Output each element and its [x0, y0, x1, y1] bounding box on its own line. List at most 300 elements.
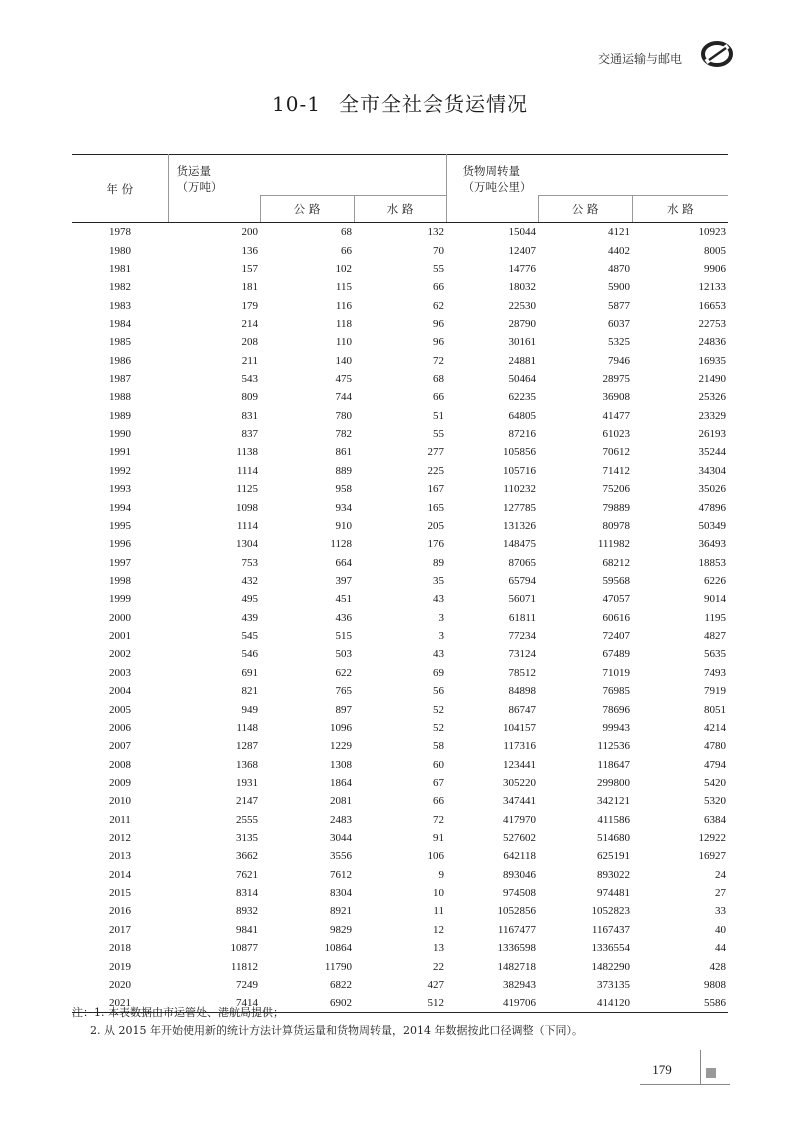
value-cell: 831 [241, 409, 258, 422]
value-cell: 2555 [236, 813, 258, 826]
value-cell: 1125 [236, 483, 258, 496]
header-volume-water: 水 路 [354, 196, 446, 223]
value-cell: 382943 [503, 978, 537, 991]
value-cell: 66 [433, 391, 445, 404]
value-cell: 4402 [608, 244, 631, 257]
value-cell: 8005 [704, 244, 727, 257]
table-row [72, 755, 728, 773]
value-cell: 744 [335, 391, 352, 404]
year-cell: 2005 [109, 703, 131, 716]
value-cell: 59568 [602, 575, 631, 587]
value-cell: 546 [241, 648, 258, 661]
note-1: 注：1. 本表数据由市运管处、港航局提供； [72, 1006, 284, 1019]
value-cell: 66 [433, 281, 445, 294]
table-row [72, 847, 728, 865]
value-cell: 52 [433, 703, 445, 716]
value-cell: 837 [241, 428, 258, 441]
value-cell: 110232 [503, 483, 537, 496]
value-cell: 50464 [508, 373, 537, 386]
value-cell: 55 [433, 428, 445, 441]
value-cell: 2483 [330, 813, 352, 826]
value-cell: 515 [335, 630, 352, 643]
value-cell: 6902 [260, 994, 354, 1013]
year-cell: 1982 [109, 281, 131, 294]
value-cell: 5877 [608, 299, 631, 312]
year-cell: 2014 [109, 868, 131, 881]
year-cell: 1993 [109, 483, 131, 496]
value-cell: 10923 [698, 226, 727, 239]
value-cell: 13 [433, 942, 445, 955]
freight-table [72, 154, 728, 1013]
table-body [72, 223, 728, 1013]
value-cell: 1195 [704, 611, 727, 624]
value-cell: 60 [433, 758, 445, 771]
value-cell: 136 [241, 244, 258, 257]
value-cell: 10864 [324, 942, 352, 955]
value-cell: 3044 [330, 832, 352, 845]
value-cell: 7612 [330, 868, 352, 881]
year-cell: 1978 [109, 226, 131, 239]
value-cell: 91 [433, 832, 445, 845]
value-cell: 664 [335, 556, 352, 569]
value-cell: 167 [427, 483, 445, 496]
value-cell: 62235 [508, 391, 537, 404]
value-cell: 35 [433, 575, 445, 587]
value-cell: 47896 [698, 501, 727, 514]
value-cell: 4827 [704, 630, 727, 643]
value-cell: 299800 [597, 776, 631, 789]
value-cell: 861 [335, 446, 352, 459]
table-row [72, 627, 728, 645]
year-cell: 1999 [109, 593, 131, 606]
value-cell: 765 [335, 685, 352, 698]
value-cell: 12407 [508, 244, 537, 257]
table-notes [72, 1004, 752, 1040]
value-cell: 118647 [597, 758, 631, 771]
table-row [72, 774, 728, 792]
year-cell: 1997 [109, 556, 131, 569]
value-cell: 72 [433, 813, 445, 826]
table-row [72, 278, 728, 296]
table-title: 全市全社会货运情况 [338, 92, 528, 116]
value-cell: 5320 [704, 795, 727, 808]
value-cell: 1864 [330, 776, 352, 789]
value-cell: 934 [335, 501, 352, 514]
value-cell: 118 [335, 317, 352, 330]
table-row [72, 976, 728, 994]
value-cell: 77234 [508, 630, 537, 643]
value-cell: 439 [241, 611, 258, 624]
value-cell: 102 [335, 262, 352, 275]
value-cell: 9841 [236, 923, 258, 936]
value-cell: 131326 [503, 519, 537, 532]
value-cell: 70 [433, 244, 445, 257]
value-cell: 7493 [704, 666, 727, 679]
value-cell: 897 [335, 703, 352, 716]
value-cell: 451 [335, 593, 352, 606]
value-cell: 69 [433, 666, 445, 679]
table-row [72, 645, 728, 663]
table-row [72, 682, 728, 700]
value-cell: 61023 [602, 428, 631, 441]
header-turnover-water: 水 路 [632, 196, 728, 223]
value-cell: 495 [241, 593, 258, 606]
table-row [72, 388, 728, 406]
year-cell: 2019 [109, 960, 131, 973]
note-2: 2. 从 2015 年开始使用新的统计方法计算货运量和货物周转量，2014 年数据按此口径调整（下同）。 [90, 1024, 583, 1037]
year-cell: 1989 [109, 409, 131, 422]
value-cell: 33 [715, 905, 727, 918]
value-cell: 625191 [597, 850, 631, 863]
year-cell: 1996 [109, 538, 131, 551]
table-row [72, 535, 728, 553]
value-cell: 427 [427, 978, 445, 991]
value-cell: 76985 [602, 685, 631, 698]
year-cell: 2006 [109, 721, 131, 734]
value-cell: 12133 [698, 281, 727, 294]
value-cell: 225 [427, 464, 445, 477]
year-cell: 2003 [109, 666, 131, 679]
year-cell: 2004 [109, 685, 131, 698]
value-cell: 99943 [602, 721, 631, 734]
value-cell: 503 [335, 648, 352, 661]
value-cell: 24836 [698, 336, 727, 349]
table-row [72, 333, 728, 351]
value-cell: 123441 [503, 758, 537, 771]
value-cell: 1167477 [497, 923, 537, 936]
value-cell: 35244 [698, 446, 727, 459]
value-cell: 428 [709, 960, 727, 973]
value-cell: 414120 [538, 994, 632, 1013]
year-cell: 2000 [109, 611, 131, 624]
value-cell: 642118 [503, 850, 537, 863]
value-cell: 18032 [508, 281, 537, 294]
value-cell: 1052823 [591, 905, 631, 918]
value-cell: 6384 [704, 813, 727, 826]
value-cell: 80978 [602, 519, 631, 532]
value-cell: 1138 [236, 446, 258, 459]
value-cell: 73124 [508, 648, 537, 661]
value-cell: 5586 [632, 994, 728, 1013]
table-row [72, 957, 728, 975]
value-cell: 78512 [508, 666, 537, 679]
value-cell: 10877 [230, 942, 258, 955]
value-cell: 86747 [508, 703, 537, 716]
header-volume-road: 公 路 [260, 196, 354, 223]
value-cell: 56071 [508, 593, 537, 606]
table-row [72, 480, 728, 498]
value-cell: 821 [241, 685, 258, 698]
value-cell: 67 [433, 776, 445, 789]
value-cell: 8304 [330, 887, 352, 900]
value-cell: 3556 [330, 850, 352, 863]
year-cell: 1983 [109, 299, 131, 312]
value-cell: 200 [241, 226, 258, 239]
section-header-label: 交通运输与邮电 [597, 52, 682, 66]
value-cell: 36908 [602, 391, 631, 404]
header-volume-blank [168, 196, 260, 223]
value-cell: 208 [241, 336, 258, 349]
value-cell: 68212 [602, 556, 631, 569]
value-cell: 6226 [704, 575, 727, 587]
value-cell: 55 [433, 262, 445, 275]
value-cell: 1128 [330, 538, 352, 551]
value-cell: 8314 [236, 887, 258, 900]
value-cell: 1482718 [497, 960, 537, 973]
value-cell: 8051 [704, 703, 727, 716]
table-row [72, 407, 728, 425]
value-cell: 23329 [698, 409, 727, 422]
value-cell: 36493 [698, 538, 727, 551]
value-cell: 18853 [698, 556, 727, 569]
value-cell: 66 [341, 244, 352, 257]
table-row [72, 553, 728, 571]
value-cell: 7414 [168, 994, 260, 1013]
value-cell: 52 [433, 721, 445, 734]
value-cell: 11812 [230, 960, 258, 973]
value-cell: 1482290 [591, 960, 631, 973]
table-row [72, 572, 728, 590]
value-cell: 66 [433, 795, 445, 808]
value-cell: 24881 [508, 354, 537, 367]
value-cell: 6822 [330, 978, 352, 991]
value-cell: 2147 [236, 795, 258, 808]
table-number: 10-1 [272, 92, 321, 116]
value-cell: 1368 [236, 758, 258, 771]
value-cell: 27 [715, 887, 727, 900]
value-cell: 50349 [698, 519, 727, 532]
value-cell: 16935 [698, 354, 727, 367]
value-cell: 1229 [330, 740, 352, 753]
value-cell: 3 [438, 630, 445, 643]
table-row [72, 700, 728, 718]
value-cell: 7621 [236, 868, 258, 881]
value-cell: 105716 [503, 464, 537, 477]
value-cell: 9808 [704, 978, 727, 991]
year-cell: 2009 [109, 776, 131, 789]
year-cell: 1994 [109, 501, 131, 514]
year-cell: 1987 [109, 373, 131, 386]
value-cell: 157 [241, 262, 258, 275]
value-cell: 62 [433, 299, 445, 312]
value-cell: 889 [335, 464, 352, 477]
footer-divider-horizontal [640, 1084, 730, 1085]
year-cell: 1991 [109, 446, 131, 459]
value-cell: 112536 [597, 740, 631, 753]
value-cell: 432 [241, 575, 258, 587]
value-cell: 1098 [236, 501, 258, 514]
value-cell: 72407 [602, 630, 631, 643]
value-cell: 543 [241, 373, 258, 386]
table-row [72, 921, 728, 939]
value-cell: 68 [433, 373, 445, 386]
value-cell: 26193 [698, 428, 727, 441]
value-cell: 1931 [236, 776, 258, 789]
value-cell: 117316 [503, 740, 537, 753]
value-cell: 15044 [508, 226, 537, 239]
value-cell: 214 [241, 317, 258, 330]
value-cell: 22 [433, 960, 445, 973]
value-cell: 9906 [704, 262, 727, 275]
value-cell: 3662 [236, 850, 258, 863]
value-cell: 44 [715, 942, 727, 955]
value-cell: 8921 [330, 905, 352, 918]
value-cell: 9 [438, 868, 445, 881]
value-cell: 436 [335, 611, 352, 624]
table-row [72, 866, 728, 884]
page-title [0, 88, 800, 117]
value-cell: 3135 [236, 832, 258, 845]
header-year: 年 份 [72, 155, 168, 223]
value-cell: 40 [715, 923, 727, 936]
value-cell: 105856 [503, 446, 537, 459]
table-row [72, 517, 728, 535]
year-cell: 1985 [109, 336, 131, 349]
value-cell: 342121 [597, 795, 631, 808]
value-cell: 4121 [608, 226, 631, 239]
header-freight-turnover-label: 货物周转量 [462, 164, 521, 178]
value-cell: 11790 [324, 960, 352, 973]
header-turnover-blank [446, 196, 538, 223]
value-cell: 58 [433, 740, 445, 753]
value-cell: 43 [433, 593, 445, 606]
value-cell: 21490 [698, 373, 727, 386]
value-cell: 111982 [597, 538, 631, 551]
page-number: 179 [652, 1062, 672, 1077]
value-cell: 419706 [446, 994, 538, 1013]
year-cell: 2017 [109, 923, 131, 936]
table-row [72, 664, 728, 682]
value-cell: 3 [438, 611, 445, 624]
year-cell: 2020 [109, 978, 131, 991]
year-cell: 2001 [109, 630, 131, 643]
value-cell: 115 [335, 281, 352, 294]
value-cell: 165 [427, 501, 445, 514]
footer-divider-vertical [700, 1050, 701, 1084]
table-row [72, 737, 728, 755]
value-cell: 4780 [704, 740, 727, 753]
value-cell: 28790 [508, 317, 537, 330]
value-cell: 475 [335, 373, 352, 386]
table-row [72, 315, 728, 333]
value-cell: 25326 [698, 391, 727, 404]
value-cell: 5635 [704, 648, 727, 661]
value-cell: 132 [427, 226, 445, 239]
value-cell: 75206 [602, 483, 631, 496]
value-cell: 4794 [704, 758, 727, 771]
value-cell: 1096 [330, 721, 352, 734]
value-cell: 1336554 [591, 942, 631, 955]
value-cell: 397 [335, 575, 352, 587]
value-cell: 179 [241, 299, 258, 312]
value-cell: 1287 [236, 740, 258, 753]
value-cell: 780 [335, 409, 352, 422]
table-row [72, 884, 728, 902]
value-cell: 782 [335, 428, 352, 441]
value-cell: 512 [354, 994, 446, 1013]
value-cell: 5325 [608, 336, 631, 349]
value-cell: 87216 [508, 428, 537, 441]
table-row [72, 443, 728, 461]
table-row [72, 498, 728, 516]
header-freight-volume-unit: （万吨） [176, 180, 223, 194]
value-cell: 71412 [602, 464, 631, 477]
value-cell: 35026 [698, 483, 727, 496]
table-row [72, 425, 728, 443]
year-cell: 2021 [72, 994, 168, 1013]
value-cell: 64805 [508, 409, 537, 422]
year-cell: 2007 [109, 740, 131, 753]
value-cell: 28975 [602, 373, 631, 386]
value-cell: 893022 [597, 868, 631, 881]
value-cell: 96 [433, 336, 445, 349]
value-cell: 181 [241, 281, 258, 294]
table-row [72, 829, 728, 847]
year-cell: 2002 [109, 648, 131, 661]
publication-logo-icon [700, 40, 734, 68]
year-cell: 2015 [109, 887, 131, 900]
value-cell: 87065 [508, 556, 537, 569]
value-cell: 545 [241, 630, 258, 643]
table-row [72, 241, 728, 259]
value-cell: 67489 [602, 648, 631, 661]
value-cell: 72 [433, 354, 445, 367]
value-cell: 106 [427, 850, 445, 863]
value-cell: 71019 [602, 666, 631, 679]
table-row [72, 352, 728, 370]
value-cell: 176 [427, 538, 445, 551]
value-cell: 34304 [698, 464, 727, 477]
year-cell: 1998 [109, 575, 131, 587]
value-cell: 43 [433, 648, 445, 661]
value-cell: 974481 [597, 887, 631, 900]
value-cell: 1148 [236, 721, 258, 734]
year-cell: 2018 [109, 942, 131, 955]
value-cell: 24 [715, 868, 727, 881]
value-cell: 373135 [597, 978, 631, 991]
table-row [72, 296, 728, 314]
value-cell: 7249 [236, 978, 258, 991]
value-cell: 22530 [508, 299, 537, 312]
header-freight-turnover-unit: （万吨公里） [462, 180, 532, 194]
year-cell: 2008 [109, 758, 131, 771]
value-cell: 958 [335, 483, 352, 496]
value-cell: 60616 [602, 611, 631, 624]
table-row [72, 609, 728, 627]
table-row [72, 370, 728, 388]
value-cell: 411586 [597, 813, 631, 826]
value-cell: 65794 [508, 575, 537, 587]
value-cell: 1052856 [497, 905, 537, 918]
value-cell: 56 [433, 685, 445, 698]
value-cell: 22753 [698, 317, 727, 330]
table-row [72, 792, 728, 810]
table-row [72, 260, 728, 278]
value-cell: 211 [241, 354, 258, 367]
value-cell: 12 [433, 923, 445, 936]
value-cell: 140 [335, 354, 352, 367]
value-cell: 622 [335, 666, 352, 679]
value-cell: 16927 [698, 850, 727, 863]
value-cell: 753 [241, 556, 258, 569]
year-cell: 1995 [109, 519, 131, 532]
header-freight-turnover [446, 155, 728, 196]
value-cell: 96 [433, 317, 445, 330]
year-cell: 1988 [109, 391, 131, 404]
table-row [72, 939, 728, 957]
year-cell: 2012 [109, 832, 131, 845]
value-cell: 41477 [602, 409, 631, 422]
